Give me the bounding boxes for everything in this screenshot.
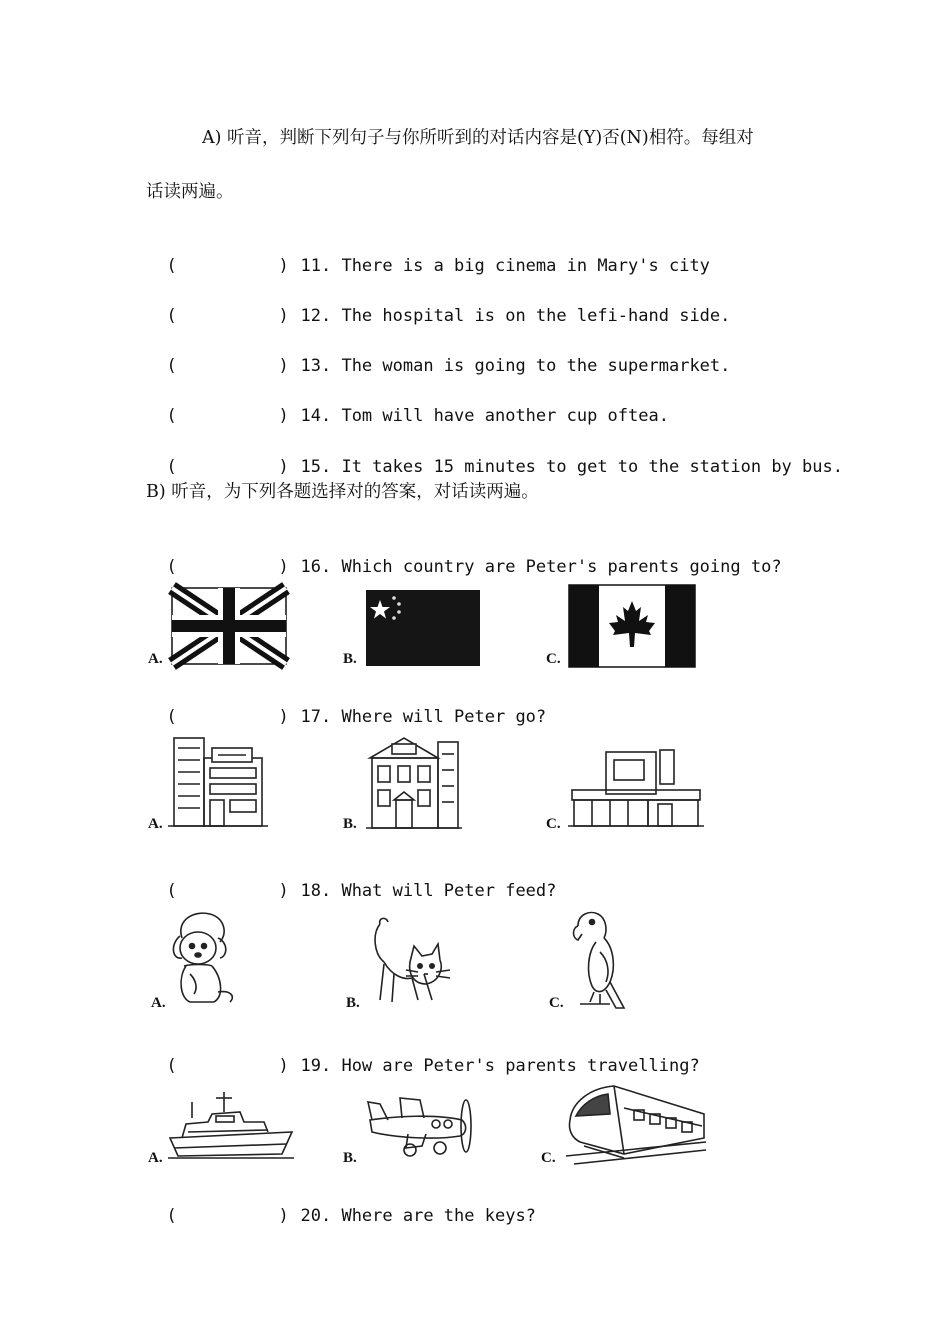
question-text: Where are the keys? bbox=[341, 1206, 536, 1226]
option-c-label: C. bbox=[549, 995, 564, 1011]
answer-blank-open[interactable]: ( bbox=[166, 881, 177, 901]
question-number: 14. bbox=[300, 406, 332, 426]
option-c-label: C. bbox=[546, 651, 561, 667]
question-19 bbox=[146, 1030, 700, 1078]
question-20 bbox=[146, 1180, 536, 1228]
option-a-label: A. bbox=[151, 995, 166, 1011]
question-text: Which country are Peter's parents going to? bbox=[341, 557, 782, 577]
question-text: Tom will have another cup oftea. bbox=[341, 406, 669, 426]
answer-blank-open[interactable]: ( bbox=[166, 457, 177, 477]
option-b-label: B. bbox=[343, 651, 357, 667]
answer-blank-close: ) bbox=[278, 356, 289, 376]
answer-blank-close: ) bbox=[278, 707, 289, 727]
parrot-icon[interactable] bbox=[570, 908, 636, 1012]
uk-flag-icon[interactable] bbox=[172, 588, 286, 664]
question-11 bbox=[146, 230, 710, 278]
cat-icon[interactable] bbox=[366, 914, 452, 1006]
section-b-instruction: B) 听音，为下列各题选择对的答案，对话读两遍。 bbox=[146, 482, 539, 502]
option-a-label: A. bbox=[148, 651, 163, 667]
train-icon[interactable] bbox=[564, 1080, 708, 1166]
question-number: 11. bbox=[300, 256, 332, 276]
answer-blank-close: ) bbox=[278, 306, 289, 326]
answer-blank-close: ) bbox=[278, 406, 289, 426]
option-b-label: B. bbox=[343, 1150, 357, 1166]
answer-blank-close: ) bbox=[278, 1206, 289, 1226]
ship-icon[interactable] bbox=[168, 1088, 296, 1160]
question-number: 20. bbox=[300, 1206, 332, 1226]
dog-icon[interactable] bbox=[168, 908, 240, 1008]
question-number: 17. bbox=[300, 707, 332, 727]
question-text: Where will Peter go? bbox=[341, 707, 547, 727]
answer-blank-open[interactable]: ( bbox=[166, 306, 177, 326]
option-a-label: A. bbox=[148, 816, 163, 832]
question-number: 16. bbox=[300, 557, 332, 577]
answer-blank-open[interactable]: ( bbox=[166, 406, 177, 426]
question-13 bbox=[146, 330, 730, 378]
answer-blank-open[interactable]: ( bbox=[166, 1056, 177, 1076]
answer-blank-close: ) bbox=[278, 881, 289, 901]
section-a-instruction: A) 听音，判断下列句子与你所听到的对话内容是(Y)否(N)相符。每组对 bbox=[202, 128, 754, 148]
question-16 bbox=[146, 531, 782, 579]
question-number: 12. bbox=[300, 306, 332, 326]
question-text: How are Peter's parents travelling? bbox=[341, 1056, 700, 1076]
answer-blank-open[interactable]: ( bbox=[166, 557, 177, 577]
question-number: 19. bbox=[300, 1056, 332, 1076]
shop-building-icon[interactable] bbox=[568, 746, 704, 830]
answer-blank-close: ) bbox=[278, 557, 289, 577]
answer-blank-open[interactable]: ( bbox=[166, 356, 177, 376]
question-12 bbox=[146, 280, 730, 328]
question-number: 15. bbox=[300, 457, 332, 477]
cinema-building-icon[interactable] bbox=[168, 734, 268, 830]
question-text: It takes 15 minutes to get to the station by bus. bbox=[341, 457, 843, 477]
option-c-label: C. bbox=[541, 1150, 556, 1166]
answer-blank-close: ) bbox=[278, 256, 289, 276]
question-15 bbox=[146, 431, 843, 479]
answer-blank-open[interactable]: ( bbox=[166, 256, 177, 276]
answer-blank-open[interactable]: ( bbox=[166, 707, 177, 727]
china-flag-icon[interactable] bbox=[366, 590, 480, 666]
question-text: The hospital is on the lefi-hand side. bbox=[341, 306, 731, 326]
option-b-label: B. bbox=[343, 816, 357, 832]
section-a-instruction-cont: 话读两遍。 bbox=[146, 182, 234, 202]
option-c-label: C. bbox=[546, 816, 561, 832]
question-text: There is a big cinema in Mary's city bbox=[341, 256, 710, 276]
option-a-label: A. bbox=[148, 1150, 163, 1166]
post-office-building-icon[interactable] bbox=[366, 734, 462, 832]
question-number: 18. bbox=[300, 881, 332, 901]
answer-blank-close: ) bbox=[278, 457, 289, 477]
option-b-label: B. bbox=[346, 995, 360, 1011]
question-number: 13. bbox=[300, 356, 332, 376]
question-text: What will Peter feed? bbox=[341, 881, 557, 901]
canada-flag-icon[interactable] bbox=[569, 585, 695, 667]
answer-blank-close: ) bbox=[278, 1056, 289, 1076]
question-text: The woman is going to the supermarket. bbox=[341, 356, 731, 376]
plane-icon[interactable] bbox=[366, 1090, 480, 1164]
answer-blank-open[interactable]: ( bbox=[166, 1206, 177, 1226]
question-14 bbox=[146, 380, 669, 428]
question-18 bbox=[146, 855, 556, 903]
question-17 bbox=[146, 681, 546, 729]
